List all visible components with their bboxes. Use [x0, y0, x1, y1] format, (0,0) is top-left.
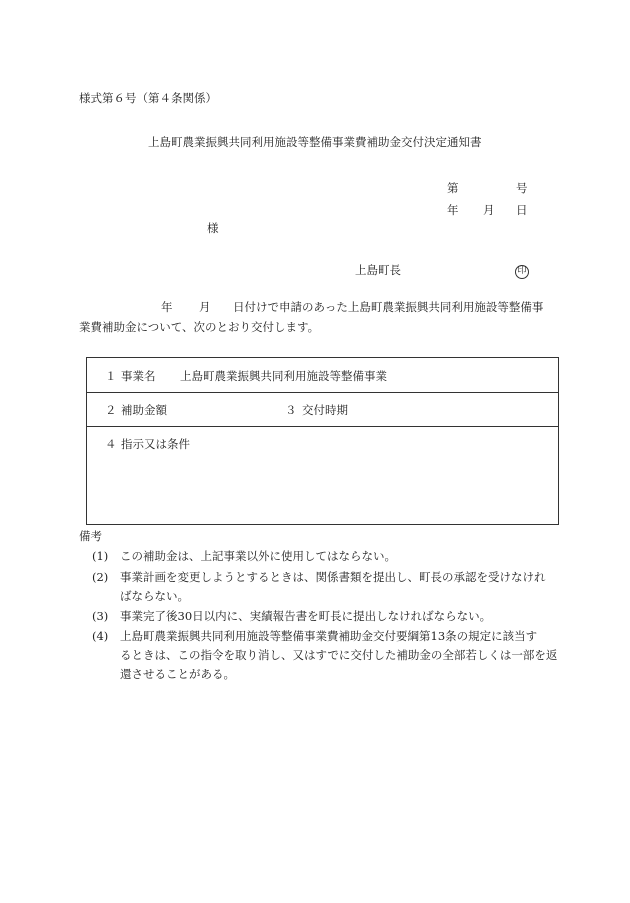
note-1-num: (1): [92, 549, 109, 563]
row3-label: 指示又は条件: [121, 437, 190, 451]
row2-label1: 補助金額: [121, 403, 167, 417]
document-title: 上島町農業振興共同利用施設等整備事業費補助金交付決定通知書: [148, 135, 482, 149]
note-4-num: (4): [92, 629, 109, 643]
row2-num1: ２: [105, 403, 117, 417]
note-1-text: この補助金は、上記事業以外に使用してはならない。: [120, 549, 396, 563]
body-month: 月: [199, 300, 211, 314]
table-divider: [87, 392, 558, 393]
seal-icon: 印: [515, 265, 529, 279]
row3-num: ４: [105, 437, 117, 451]
doc-number-go: 号: [516, 181, 528, 195]
row1-num: １: [105, 369, 117, 383]
details-table: [86, 357, 559, 525]
date-day: 日: [516, 203, 528, 217]
row1-label: 事業名: [121, 369, 156, 383]
row2-num2: ３: [285, 403, 297, 417]
recipient-suffix: 様: [207, 221, 219, 235]
notes-heading: 備考: [79, 529, 102, 543]
row2-label2: 交付時期: [302, 403, 348, 417]
issuer: 上島町長: [355, 263, 401, 277]
date-month: 月: [483, 203, 495, 217]
body-line2: 業費補助金について、次のとおり交付します。: [79, 320, 320, 334]
seal-mark: [515, 264, 529, 279]
body-line1: 日付けで申請のあった上島町農業振興共同利用施設等整備事: [233, 300, 544, 314]
note-2-line2: ばならない。: [120, 589, 189, 603]
note-4-line2: るときは、この指令を取り消し、又はすでに交付した補助金の全部若しくは一部を返: [120, 648, 558, 662]
note-3-text: 事業完了後30日以内に、実績報告書を町長に提出しなければならない。: [120, 609, 492, 623]
note-4-line3: 還させることがある。: [120, 667, 235, 681]
doc-number-dai: 第: [447, 181, 459, 195]
form-label: 様式第６号（第４条関係）: [79, 91, 217, 105]
note-4-line1: 上島町農業振興共同利用施設等整備事業費補助金交付要綱第13条の規定に該当す: [120, 629, 538, 643]
row1-value: 上島町農業振興共同利用施設等整備事業: [180, 369, 387, 383]
body-year: 年: [161, 300, 173, 314]
note-2-line1: 事業計画を変更しようとするときは、関係書類を提出し、町長の承認を受けなけれ: [120, 570, 546, 584]
date-year: 年: [447, 203, 459, 217]
note-3-num: (3): [92, 609, 109, 623]
table-divider: [87, 426, 558, 427]
note-2-num: (2): [92, 570, 109, 584]
